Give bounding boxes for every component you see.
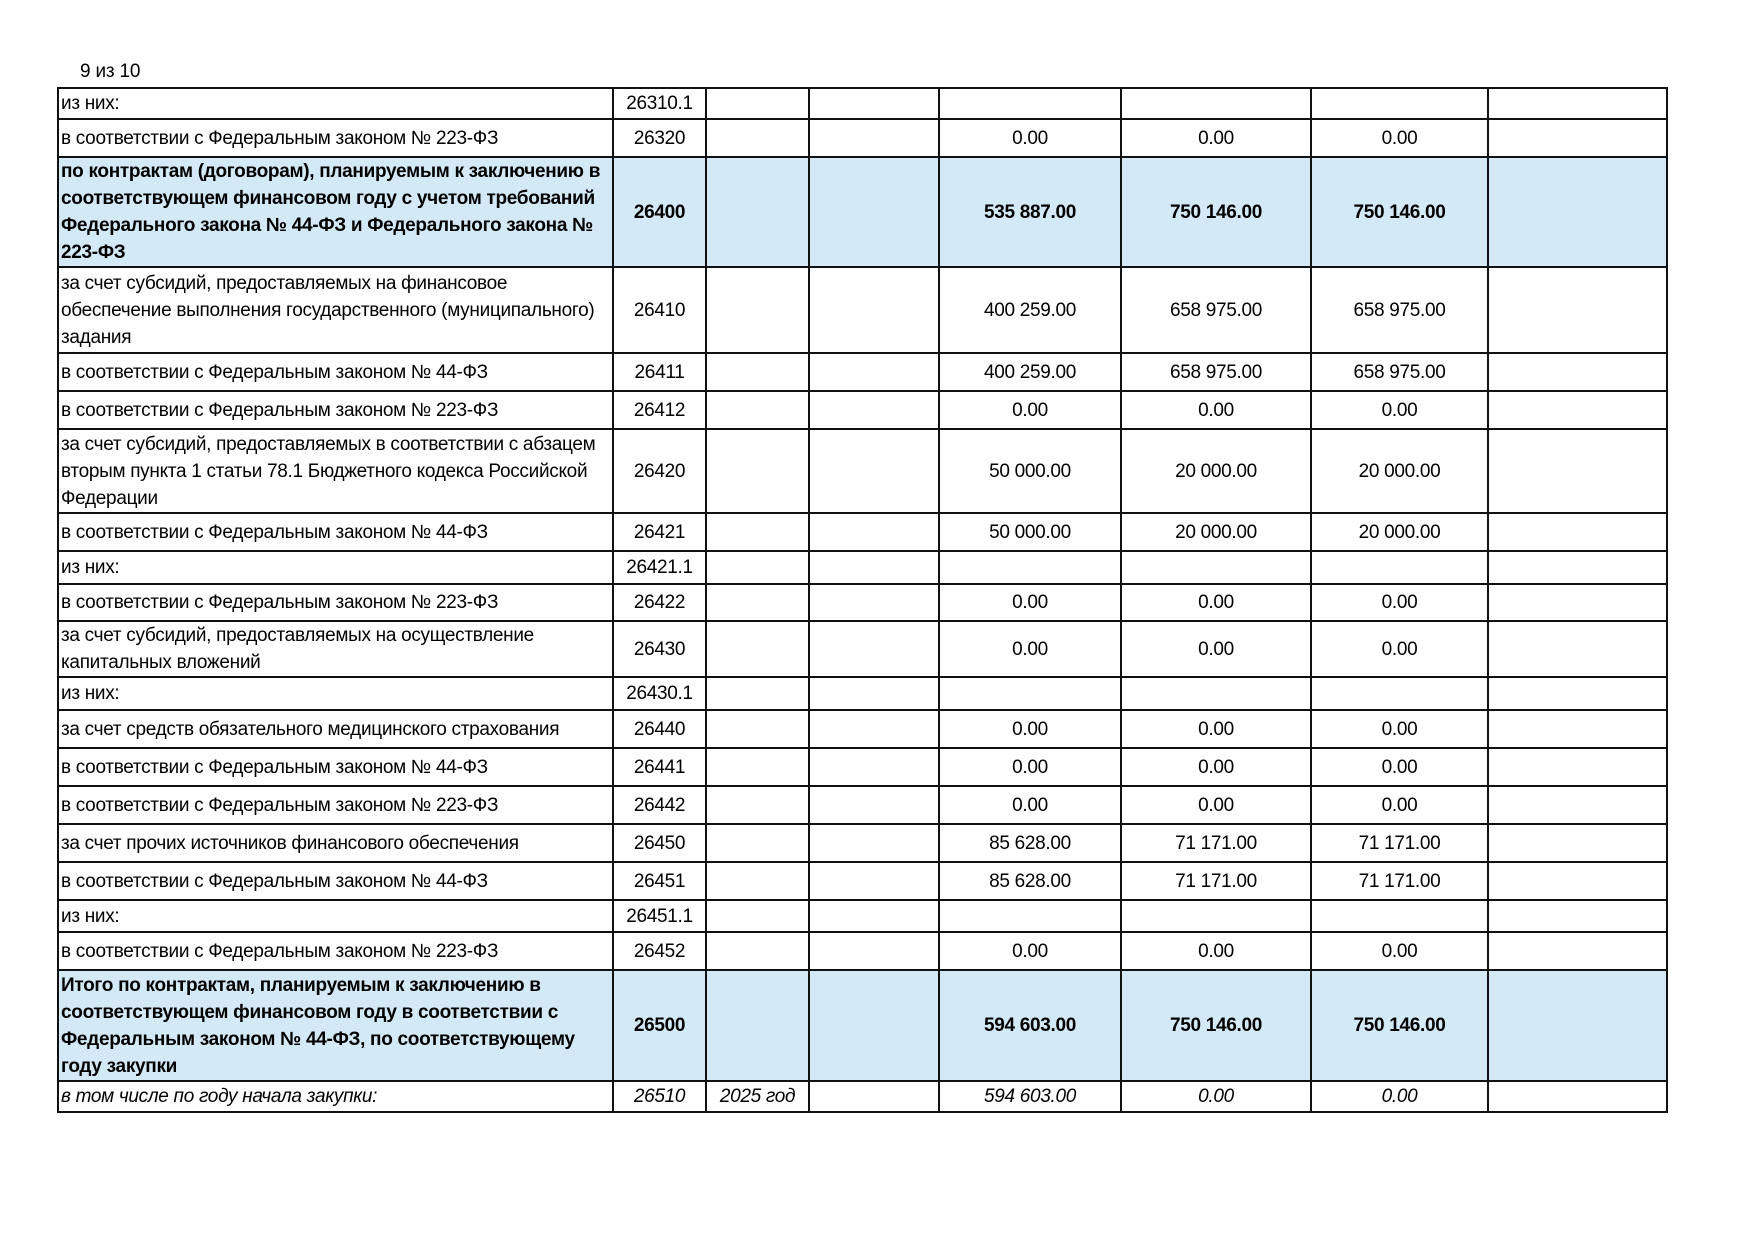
row-year-cell xyxy=(706,119,809,157)
row-year-cell xyxy=(706,677,809,710)
row-value-2-cell xyxy=(1121,88,1311,119)
row-name-cell: из них: xyxy=(58,900,613,932)
row-year-cell xyxy=(706,862,809,900)
row-year-cell xyxy=(706,786,809,824)
row-value-2-cell: 71 171.00 xyxy=(1121,862,1311,900)
row-empty-cell xyxy=(1488,862,1667,900)
row-code-cell: 26440 xyxy=(613,710,706,748)
row-value-2-cell: 0.00 xyxy=(1121,584,1311,621)
row-empty-cell xyxy=(809,710,939,748)
row-value-1-cell: 0.00 xyxy=(939,748,1121,786)
row-value-2-cell: 0.00 xyxy=(1121,1081,1311,1112)
row-year-cell xyxy=(706,748,809,786)
row-value-3-cell xyxy=(1311,677,1488,710)
row-value-2-cell: 0.00 xyxy=(1121,119,1311,157)
row-year-cell xyxy=(706,267,809,353)
table-row xyxy=(58,862,1667,900)
row-name-cell: Итого по контрактам, планируемым к заключению в соответствующем финансовом году в соответствии с Федеральным законом № 44-ФЗ, по соответствующему году закупки xyxy=(58,970,613,1081)
row-value-1-cell xyxy=(939,551,1121,584)
row-empty-cell xyxy=(809,621,939,677)
row-empty-cell xyxy=(809,932,939,970)
row-value-1-cell: 0.00 xyxy=(939,710,1121,748)
row-year-cell xyxy=(706,391,809,429)
table-row xyxy=(58,786,1667,824)
row-value-1-cell: 50 000.00 xyxy=(939,513,1121,551)
row-year-cell xyxy=(706,584,809,621)
row-empty-cell xyxy=(809,513,939,551)
row-empty-cell xyxy=(809,551,939,584)
row-name-cell: в соответствии с Федеральным законом № 223-ФЗ xyxy=(58,932,613,970)
row-name-cell: в соответствии с Федеральным законом № 44-ФЗ xyxy=(58,513,613,551)
table-row xyxy=(58,88,1667,119)
row-empty-cell xyxy=(1488,429,1667,513)
row-empty-cell xyxy=(1488,970,1667,1081)
row-value-2-cell: 658 975.00 xyxy=(1121,267,1311,353)
row-name-cell: из них: xyxy=(58,88,613,119)
row-code-cell: 26451.1 xyxy=(613,900,706,932)
table-row xyxy=(58,932,1667,970)
row-code-cell: 26410 xyxy=(613,267,706,353)
row-value-2-cell: 0.00 xyxy=(1121,391,1311,429)
table-row xyxy=(58,353,1667,391)
row-value-1-cell: 50 000.00 xyxy=(939,429,1121,513)
row-value-3-cell: 658 975.00 xyxy=(1311,353,1488,391)
table-row xyxy=(58,429,1667,513)
row-empty-cell xyxy=(1488,88,1667,119)
row-name-cell: из них: xyxy=(58,677,613,710)
row-empty-cell xyxy=(809,677,939,710)
row-year-cell xyxy=(706,513,809,551)
row-value-1-cell: 594 603.00 xyxy=(939,970,1121,1081)
row-name-cell: в соответствии с Федеральным законом № 223-ФЗ xyxy=(58,786,613,824)
row-value-1-cell: 0.00 xyxy=(939,584,1121,621)
row-empty-cell xyxy=(1488,677,1667,710)
row-name-cell: в том числе по году начала закупки: xyxy=(58,1081,613,1112)
table-row xyxy=(58,157,1667,267)
row-value-3-cell: 71 171.00 xyxy=(1311,824,1488,862)
table-row xyxy=(58,391,1667,429)
row-empty-cell xyxy=(809,970,939,1081)
row-value-1-cell: 400 259.00 xyxy=(939,353,1121,391)
row-year-cell xyxy=(706,824,809,862)
row-name-cell: за счет прочих источников финансового обеспечения xyxy=(58,824,613,862)
row-value-3-cell: 0.00 xyxy=(1311,748,1488,786)
table-row xyxy=(58,267,1667,353)
row-empty-cell xyxy=(809,584,939,621)
row-value-2-cell: 0.00 xyxy=(1121,748,1311,786)
row-value-1-cell: 85 628.00 xyxy=(939,862,1121,900)
row-empty-cell xyxy=(809,391,939,429)
row-name-cell: в соответствии с Федеральным законом № 44-ФЗ xyxy=(58,862,613,900)
row-value-2-cell: 71 171.00 xyxy=(1121,824,1311,862)
row-name-cell: за счет субсидий, предоставляемых в соответствии с абзацем вторым пункта 1 статьи 78.1 Бюджетного кодекса Российской Федерации xyxy=(58,429,613,513)
row-code-cell: 26420 xyxy=(613,429,706,513)
row-value-3-cell: 0.00 xyxy=(1311,710,1488,748)
row-year-cell xyxy=(706,157,809,267)
row-empty-cell xyxy=(809,119,939,157)
row-value-1-cell: 594 603.00 xyxy=(939,1081,1121,1112)
row-empty-cell xyxy=(809,267,939,353)
row-empty-cell xyxy=(809,157,939,267)
row-empty-cell xyxy=(1488,157,1667,267)
row-value-2-cell: 0.00 xyxy=(1121,710,1311,748)
row-year-cell xyxy=(706,932,809,970)
row-value-1-cell: 0.00 xyxy=(939,391,1121,429)
row-value-2-cell xyxy=(1121,900,1311,932)
row-value-1-cell xyxy=(939,900,1121,932)
row-value-1-cell: 535 887.00 xyxy=(939,157,1121,267)
row-empty-cell xyxy=(1488,932,1667,970)
row-value-3-cell: 0.00 xyxy=(1311,1081,1488,1112)
row-value-1-cell: 85 628.00 xyxy=(939,824,1121,862)
row-value-1-cell xyxy=(939,88,1121,119)
row-value-2-cell: 750 146.00 xyxy=(1121,970,1311,1081)
row-code-cell: 26451 xyxy=(613,862,706,900)
row-value-3-cell: 0.00 xyxy=(1311,391,1488,429)
row-value-1-cell: 400 259.00 xyxy=(939,267,1121,353)
row-value-2-cell: 20 000.00 xyxy=(1121,429,1311,513)
row-value-2-cell: 0.00 xyxy=(1121,621,1311,677)
table-row xyxy=(58,748,1667,786)
row-empty-cell xyxy=(1488,900,1667,932)
row-name-cell: в соответствии с Федеральным законом № 223-ФЗ xyxy=(58,391,613,429)
row-year-cell xyxy=(706,900,809,932)
row-code-cell: 26411 xyxy=(613,353,706,391)
row-year-cell xyxy=(706,710,809,748)
table-row xyxy=(58,1081,1667,1112)
row-empty-cell xyxy=(1488,353,1667,391)
row-empty-cell xyxy=(1488,584,1667,621)
row-code-cell: 26310.1 xyxy=(613,88,706,119)
row-value-2-cell: 0.00 xyxy=(1121,786,1311,824)
row-value-3-cell: 0.00 xyxy=(1311,932,1488,970)
row-empty-cell xyxy=(1488,119,1667,157)
row-name-cell: в соответствии с Федеральным законом № 44-ФЗ xyxy=(58,353,613,391)
table-row xyxy=(58,551,1667,584)
table-row xyxy=(58,970,1667,1081)
table-row xyxy=(58,119,1667,157)
row-empty-cell xyxy=(1488,710,1667,748)
row-empty-cell xyxy=(809,429,939,513)
row-value-1-cell: 0.00 xyxy=(939,621,1121,677)
row-empty-cell xyxy=(1488,748,1667,786)
row-value-1-cell: 0.00 xyxy=(939,932,1121,970)
row-code-cell: 26510 xyxy=(613,1081,706,1112)
row-empty-cell xyxy=(809,1081,939,1112)
row-value-2-cell: 0.00 xyxy=(1121,932,1311,970)
row-value-2-cell xyxy=(1121,677,1311,710)
row-code-cell: 26412 xyxy=(613,391,706,429)
row-empty-cell xyxy=(1488,267,1667,353)
row-value-3-cell: 71 171.00 xyxy=(1311,862,1488,900)
page-number-label: 9 из 10 xyxy=(80,61,141,82)
row-year-cell: 2025 год xyxy=(706,1081,809,1112)
row-value-2-cell: 750 146.00 xyxy=(1121,157,1311,267)
table-row xyxy=(58,584,1667,621)
row-code-cell: 26422 xyxy=(613,584,706,621)
row-empty-cell xyxy=(1488,786,1667,824)
row-name-cell: за счет средств обязательного медицинского страхования xyxy=(58,710,613,748)
table-row xyxy=(58,824,1667,862)
row-code-cell: 26442 xyxy=(613,786,706,824)
table-row xyxy=(58,900,1667,932)
row-empty-cell xyxy=(1488,513,1667,551)
row-name-cell: из них: xyxy=(58,551,613,584)
table-row xyxy=(58,677,1667,710)
row-value-3-cell: 0.00 xyxy=(1311,119,1488,157)
row-year-cell xyxy=(706,551,809,584)
table-row xyxy=(58,710,1667,748)
row-empty-cell xyxy=(1488,551,1667,584)
row-name-cell: за счет субсидий, предоставляемых на осуществление капитальных вложений xyxy=(58,621,613,677)
row-value-3-cell: 750 146.00 xyxy=(1311,970,1488,1081)
row-code-cell: 26421.1 xyxy=(613,551,706,584)
row-value-3-cell: 750 146.00 xyxy=(1311,157,1488,267)
row-empty-cell xyxy=(809,900,939,932)
row-empty-cell xyxy=(809,748,939,786)
report-table xyxy=(57,87,1668,1113)
row-code-cell: 26452 xyxy=(613,932,706,970)
row-empty-cell xyxy=(809,862,939,900)
row-value-2-cell: 658 975.00 xyxy=(1121,353,1311,391)
row-empty-cell xyxy=(1488,824,1667,862)
row-year-cell xyxy=(706,88,809,119)
row-empty-cell xyxy=(1488,621,1667,677)
row-code-cell: 26500 xyxy=(613,970,706,1081)
row-code-cell: 26430 xyxy=(613,621,706,677)
row-code-cell: 26320 xyxy=(613,119,706,157)
row-empty-cell xyxy=(1488,391,1667,429)
row-value-1-cell: 0.00 xyxy=(939,119,1121,157)
row-name-cell: за счет субсидий, предоставляемых на финансовое обеспечение выполнения государственного (муниципального) задания xyxy=(58,267,613,353)
row-name-cell: в соответствии с Федеральным законом № 223-ФЗ xyxy=(58,119,613,157)
row-value-3-cell xyxy=(1311,551,1488,584)
row-value-2-cell xyxy=(1121,551,1311,584)
row-value-3-cell: 0.00 xyxy=(1311,584,1488,621)
row-year-cell xyxy=(706,621,809,677)
table-row xyxy=(58,513,1667,551)
row-year-cell xyxy=(706,429,809,513)
row-code-cell: 26400 xyxy=(613,157,706,267)
row-code-cell: 26421 xyxy=(613,513,706,551)
row-value-3-cell: 658 975.00 xyxy=(1311,267,1488,353)
row-code-cell: 26441 xyxy=(613,748,706,786)
row-empty-cell xyxy=(809,824,939,862)
row-year-cell xyxy=(706,353,809,391)
row-code-cell: 26430.1 xyxy=(613,677,706,710)
row-code-cell: 26450 xyxy=(613,824,706,862)
row-name-cell: в соответствии с Федеральным законом № 223-ФЗ xyxy=(58,584,613,621)
row-empty-cell xyxy=(809,786,939,824)
row-name-cell: по контрактам (договорам), планируемым к заключению в соответствующем финансовом году с учетом требований Федерального закона № 44-ФЗ и Федерального закона № 223-ФЗ xyxy=(58,157,613,267)
row-value-2-cell: 20 000.00 xyxy=(1121,513,1311,551)
row-name-cell: в соответствии с Федеральным законом № 44-ФЗ xyxy=(58,748,613,786)
row-year-cell xyxy=(706,970,809,1081)
table-row xyxy=(58,621,1667,677)
row-value-3-cell: 0.00 xyxy=(1311,786,1488,824)
row-empty-cell xyxy=(809,353,939,391)
row-value-3-cell: 20 000.00 xyxy=(1311,513,1488,551)
row-empty-cell xyxy=(1488,1081,1667,1112)
row-value-3-cell xyxy=(1311,88,1488,119)
row-value-1-cell xyxy=(939,677,1121,710)
row-empty-cell xyxy=(809,88,939,119)
row-value-3-cell xyxy=(1311,900,1488,932)
row-value-1-cell: 0.00 xyxy=(939,786,1121,824)
row-value-3-cell: 20 000.00 xyxy=(1311,429,1488,513)
report-table-body xyxy=(58,88,1667,1112)
row-value-3-cell: 0.00 xyxy=(1311,621,1488,677)
